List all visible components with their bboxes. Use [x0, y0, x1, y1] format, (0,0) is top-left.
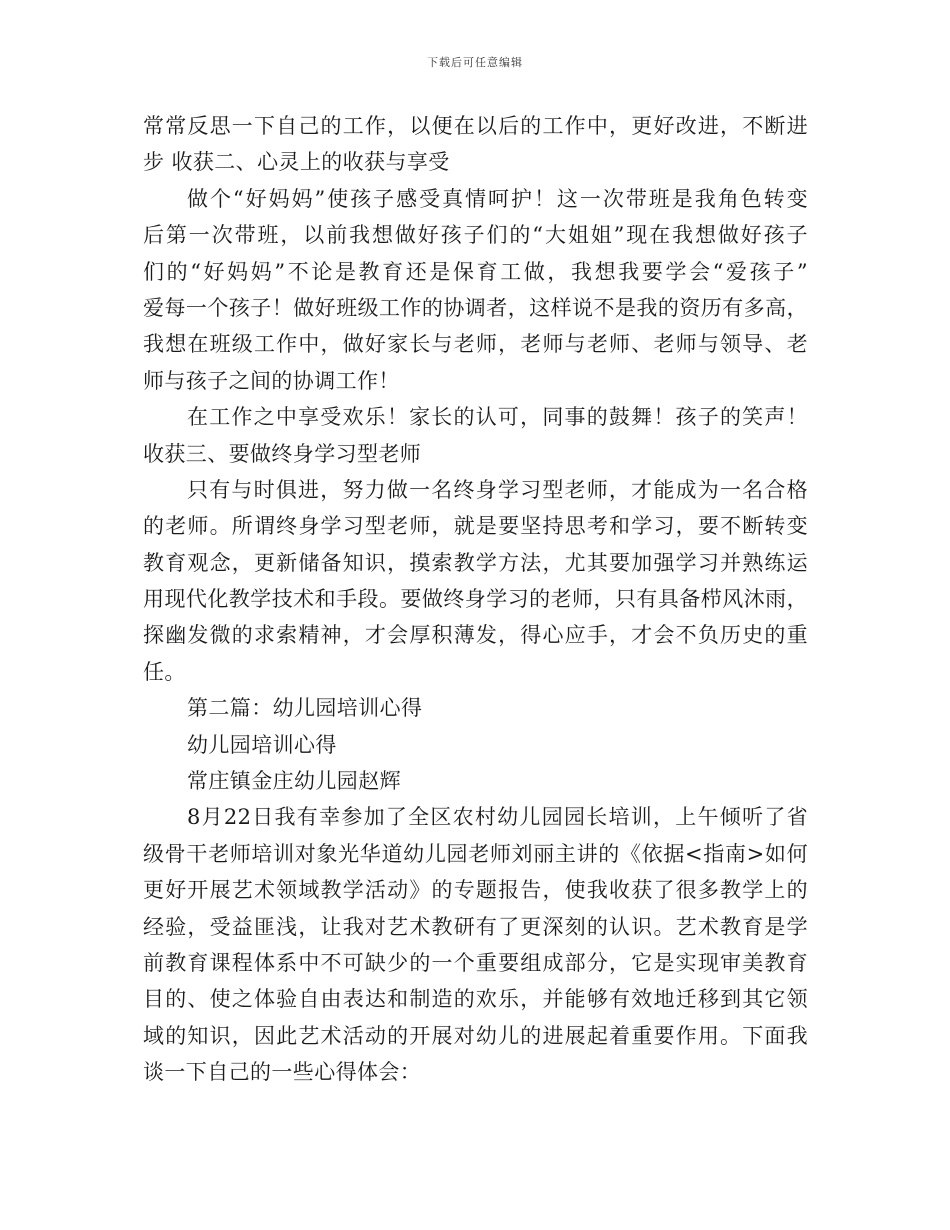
text-line: 只有与时俱进，努力做一名终身学习型老师，才能成为一名合格: [187, 477, 808, 502]
text-line: 们的“好妈妈”不论是教育还是保育工做，我想我要学会“爱孩子”: [143, 259, 808, 284]
text-line: 爱每一个孩子！做好班级工作的协调者，这样说不是我的资历有多高，: [143, 295, 808, 320]
text-line: 经验，受益匪浅，让我对艺术教研有了更深刻的认识。艺术教育是学: [143, 914, 808, 939]
text-line: 任。: [143, 659, 186, 684]
text-line: 后第一次带班，以前我想做好孩子们的“大姐姐”现在我想做好孩子: [143, 223, 808, 248]
text-line: 幼儿园培训心得: [187, 732, 337, 757]
text-line: 做个“好妈妈”使孩子感受真情呵护！这一次带班是我角色转变: [187, 186, 808, 211]
text-line: 更好开展艺术领域教学活动》的专题报告，使我收获了很多教学上的: [143, 878, 808, 903]
text-line: 级骨干老师培训对象光华道幼儿园老师刘丽主讲的《依据<指南>如何: [143, 841, 808, 866]
text-line: 第二篇：幼儿园培训心得: [187, 696, 423, 721]
text-line: 域的知识，因此艺术活动的开展对幼儿的进展起着重要作用。下面我: [143, 1023, 808, 1048]
text-line: 用现代化教学技术和手段。要做终身学习的老师，只有具备栉风沐雨，: [143, 587, 808, 612]
text-line: 我想在班级工作中，做好家长与老师，老师与老师、老师与领导、老: [143, 332, 808, 357]
text-line: 在工作之中享受欢乐！家长的认可，同事的鼓舞！孩子的笑声！: [187, 405, 808, 430]
text-line: 目的、使之体验自由表达和制造的欢乐，并能够有效地迁移到其它领: [143, 987, 808, 1012]
text-line: 谈一下自己的一些心得体会：: [143, 1060, 422, 1085]
text-line: 教育观念，更新储备知识，摸索教学方法，尤其要加强学习并熟练运: [143, 550, 808, 575]
text-line: 常常反思一下自己的工作，以便在以后的工作中，更好改进，不断进: [143, 114, 808, 138]
text-line: 8月22日我有幸参加了全区农村幼儿园园长培训，上午倾听了省: [187, 805, 808, 830]
text-line: 探幽发微的求索精神，才会厚积薄发，得心应手，才会不负历史的重: [143, 623, 808, 648]
text-line: 收获三、要做终身学习型老师: [143, 441, 422, 466]
text-line: 常庄镇金庄幼儿园赵辉: [187, 769, 401, 794]
text-line: 师与孩子之间的协调工作！: [143, 368, 400, 393]
text-line: 前教育课程体系中不可缺少的一个重要组成部分，它是实现审美教育: [143, 950, 808, 975]
document-body: [143, 108, 808, 1091]
text-line: 的老师。所谓终身学习型老师，就是要坚持思考和学习，要不断转变: [143, 514, 808, 539]
text-line: 步 收获二、心灵上的收获与享受: [143, 150, 450, 175]
page-header: 下载后可任意编辑: [427, 56, 523, 69]
